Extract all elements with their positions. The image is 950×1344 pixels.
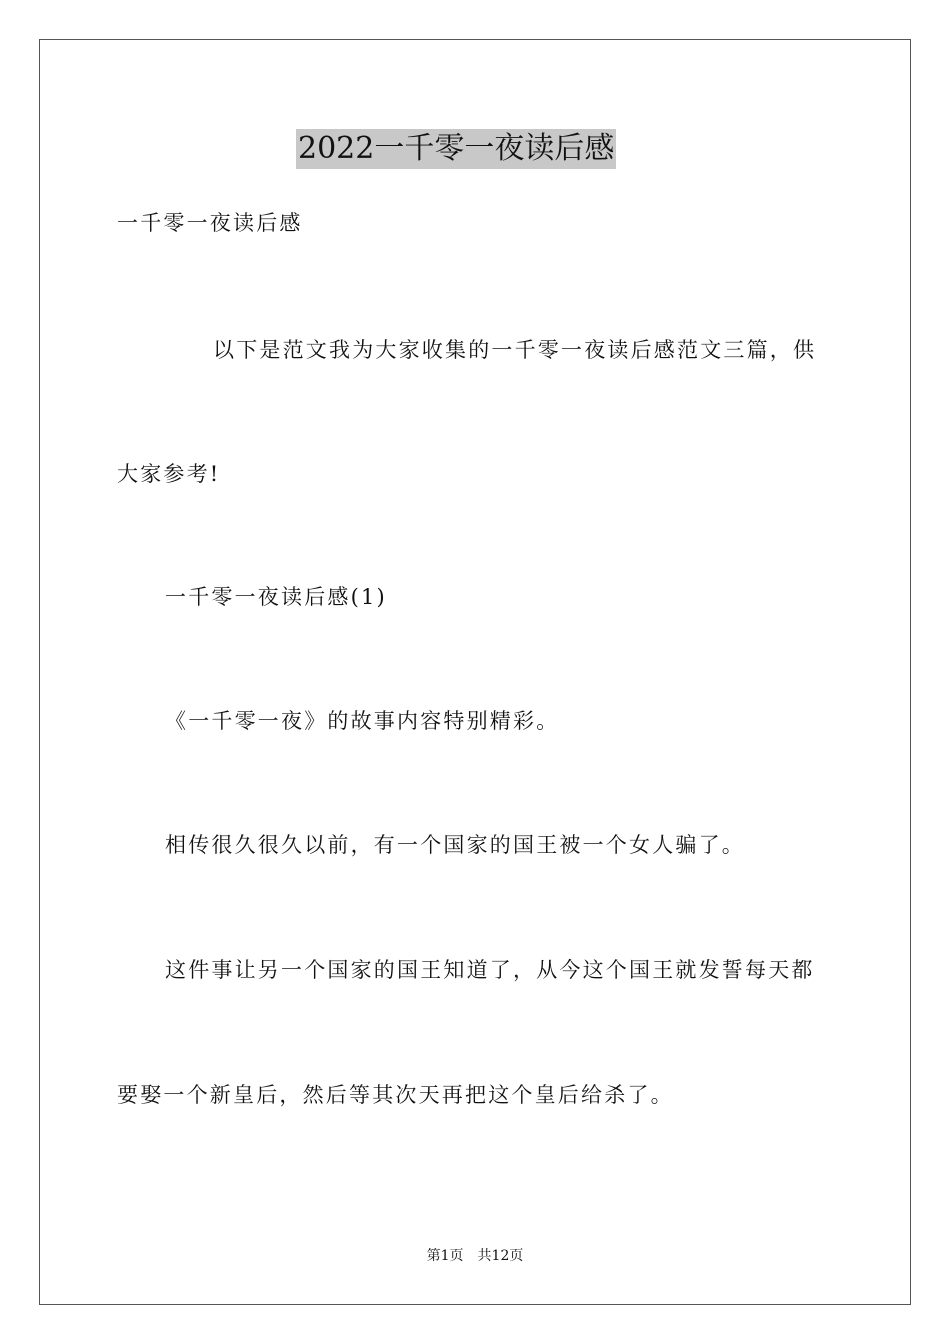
document-subtitle: 一千零一夜读后感 [117,211,303,235]
intro-paragraph-line-1: 以下是范文我为大家收集的一千零一夜读后感范文三篇，供 [213,338,817,362]
page-footer [0,1246,950,1266]
intro-paragraph-line-2: 大家参考! [117,462,221,486]
paragraph-line: 要娶一个新皇后，然后等其次天再把这个皇后给杀了。 [117,1083,674,1107]
paragraph-line: 《一千零一夜》的故事内容特别精彩。 [165,709,560,733]
page-number: 第1页 [426,1248,464,1264]
page-total: 共12页 [477,1248,524,1264]
paragraph-line: 这件事让另一个国家的国王知道了，从今这个国王就发誓每天都 [165,958,815,982]
document-title: 2022一千零一夜读后感 [296,129,616,169]
paragraph-line: 相传很久很久以前，有一个国家的国王被一个女人骗了。 [165,833,745,857]
section-heading: 一千零一夜读后感(1) [165,585,387,609]
